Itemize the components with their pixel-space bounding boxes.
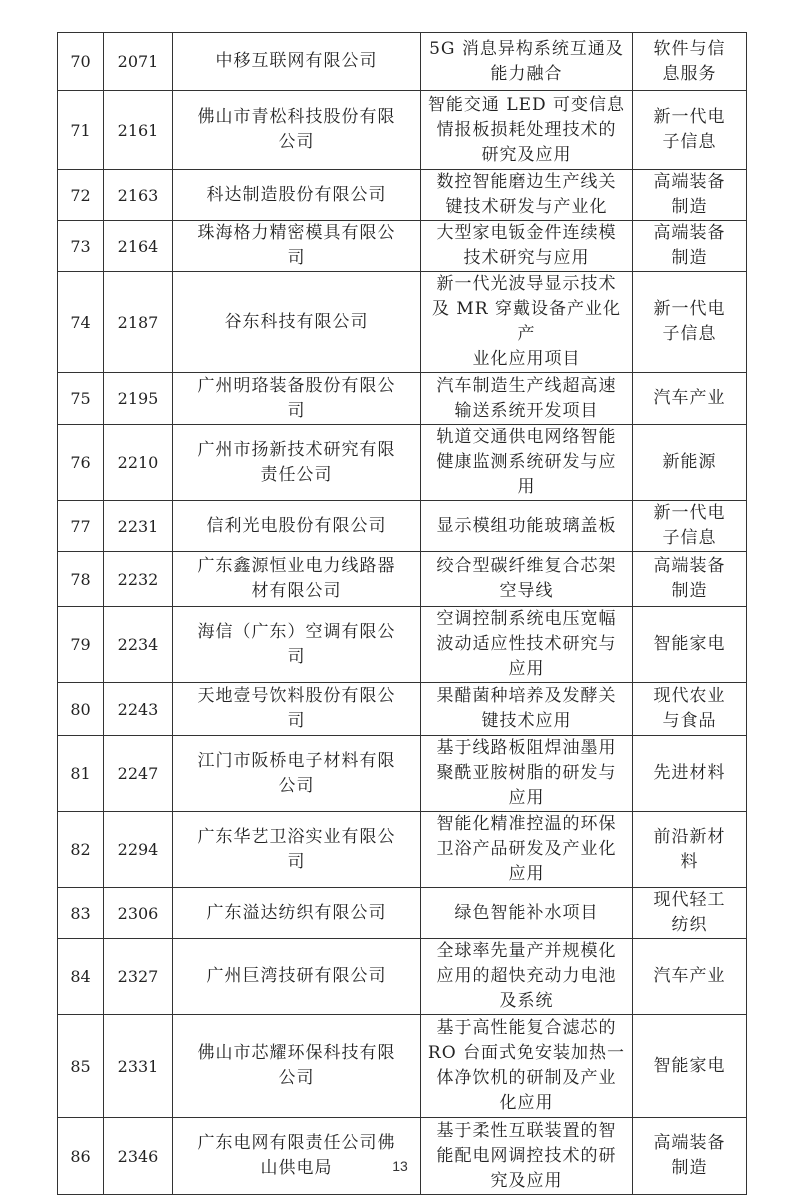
industry-field: 汽车产业: [633, 373, 747, 425]
project-name: 全球率先量产并规模化 应用的超快充动力电池 及系统: [421, 939, 633, 1015]
project-code: 2331: [104, 1015, 173, 1118]
row-number: 75: [58, 373, 104, 425]
row-number: 83: [58, 888, 104, 939]
project-code: 2187: [104, 272, 173, 373]
company-name: 中移互联网有限公司: [173, 33, 421, 91]
company-name: 广东鑫源恒业电力线路器 材有限公司: [173, 552, 421, 607]
company-name: 广州明珞装备股份有限公 司: [173, 373, 421, 425]
project-name: 基于柔性互联装置的智 能配电网调控技术的研 究及应用: [421, 1118, 633, 1195]
project-name: 新一代光波导显示技术 及 MR 穿戴设备产业化产 业化应用项目: [421, 272, 633, 373]
company-name: 科达制造股份有限公司: [173, 170, 421, 221]
row-number: 84: [58, 939, 104, 1015]
industry-field: 高端装备 制造: [633, 170, 747, 221]
project-name: 智能化精准控温的环保 卫浴产品研发及产业化 应用: [421, 812, 633, 888]
company-name: 谷东科技有限公司: [173, 272, 421, 373]
table-row: [58, 939, 747, 1015]
row-number: 79: [58, 607, 104, 683]
company-name: 佛山市青松科技股份有限 公司: [173, 91, 421, 170]
project-name: 基于线路板阻焊油墨用 聚酰亚胺树脂的研发与 应用: [421, 736, 633, 812]
industry-field: 先进材料: [633, 736, 747, 812]
project-code: 2161: [104, 91, 173, 170]
table-row: [58, 272, 747, 373]
project-name: 汽车制造生产线超高速 输送系统开发项目: [421, 373, 633, 425]
project-code: 2164: [104, 221, 173, 272]
project-code: 2294: [104, 812, 173, 888]
project-name: 绿色智能补水项目: [421, 888, 633, 939]
company-name: 广州市扬新技术研究有限 责任公司: [173, 425, 421, 501]
row-number: 86: [58, 1118, 104, 1195]
project-name: 显示模组功能玻璃盖板: [421, 501, 633, 552]
project-code: 2231: [104, 501, 173, 552]
table-row: [58, 1015, 747, 1118]
company-name: 江门市阪桥电子材料有限 公司: [173, 736, 421, 812]
industry-field: 智能家电: [633, 607, 747, 683]
company-name: 信利光电股份有限公司: [173, 501, 421, 552]
industry-field: 现代农业 与食品: [633, 683, 747, 736]
project-name: 大型家电钣金件连续模 技术研究与应用: [421, 221, 633, 272]
industry-field: 高端装备 制造: [633, 221, 747, 272]
project-code: 2327: [104, 939, 173, 1015]
row-number: 74: [58, 272, 104, 373]
table-row: [58, 607, 747, 683]
table-row: [58, 888, 747, 939]
row-number: 85: [58, 1015, 104, 1118]
project-table: [57, 32, 747, 1195]
industry-field: 软件与信 息服务: [633, 33, 747, 91]
industry-field: 新能源: [633, 425, 747, 501]
row-number: 81: [58, 736, 104, 812]
project-name: 空调控制系统电压宽幅 波动适应性技术研究与 应用: [421, 607, 633, 683]
row-number: 70: [58, 33, 104, 91]
industry-field: 前沿新材 料: [633, 812, 747, 888]
project-code: 2071: [104, 33, 173, 91]
row-number: 76: [58, 425, 104, 501]
row-number: 80: [58, 683, 104, 736]
industry-field: 高端装备 制造: [633, 552, 747, 607]
table-row: [58, 425, 747, 501]
row-number: 82: [58, 812, 104, 888]
table-row: [58, 33, 747, 91]
project-code: 2346: [104, 1118, 173, 1195]
project-name: 5G 消息异构系统互通及 能力融合: [421, 33, 633, 91]
project-code: 2234: [104, 607, 173, 683]
company-name: 天地壹号饮料股份有限公 司: [173, 683, 421, 736]
table-row: [58, 552, 747, 607]
industry-field: 高端装备 制造: [633, 1118, 747, 1195]
project-code: 2195: [104, 373, 173, 425]
table-row: [58, 91, 747, 170]
project-name: 数控智能磨边生产线关 键技术研发与产业化: [421, 170, 633, 221]
industry-field: 智能家电: [633, 1015, 747, 1118]
company-name: 广东华艺卫浴实业有限公 司: [173, 812, 421, 888]
row-number: 72: [58, 170, 104, 221]
company-name: 珠海格力精密模具有限公 司: [173, 221, 421, 272]
project-name: 轨道交通供电网络智能 健康监测系统研发与应 用: [421, 425, 633, 501]
project-code: 2232: [104, 552, 173, 607]
project-code: 2243: [104, 683, 173, 736]
company-name: 广东溢达纺织有限公司: [173, 888, 421, 939]
project-code: 2210: [104, 425, 173, 501]
company-name: 海信（广东）空调有限公 司: [173, 607, 421, 683]
industry-field: 新一代电 子信息: [633, 501, 747, 552]
row-number: 78: [58, 552, 104, 607]
table-row: [58, 221, 747, 272]
table-row: [58, 683, 747, 736]
industry-field: 新一代电 子信息: [633, 91, 747, 170]
project-code: 2163: [104, 170, 173, 221]
table-row: [58, 501, 747, 552]
table-row: [58, 170, 747, 221]
industry-field: 现代轻工 纺织: [633, 888, 747, 939]
project-code: 2306: [104, 888, 173, 939]
industry-field: 新一代电 子信息: [633, 272, 747, 373]
company-name: 广东电网有限责任公司佛 山供电局: [173, 1118, 421, 1195]
page-number: 13: [392, 1158, 408, 1174]
table-row: [58, 373, 747, 425]
project-name: 果醋菌种培养及发酵关 键技术应用: [421, 683, 633, 736]
row-number: 71: [58, 91, 104, 170]
industry-field: 汽车产业: [633, 939, 747, 1015]
project-code: 2247: [104, 736, 173, 812]
project-name: 绞合型碳纤维复合芯架 空导线: [421, 552, 633, 607]
project-name: 智能交通 LED 可变信息 情报板损耗处理技术的 研究及应用: [421, 91, 633, 170]
company-name: 广州巨湾技研有限公司: [173, 939, 421, 1015]
table-row: [58, 1118, 747, 1195]
company-name: 佛山市芯耀环保科技有限 公司: [173, 1015, 421, 1118]
table-row: [58, 736, 747, 812]
row-number: 73: [58, 221, 104, 272]
project-name: 基于高性能复合滤芯的 RO 台面式免安装加热一 体净饮机的研制及产业 化应用: [421, 1015, 633, 1118]
table-row: [58, 812, 747, 888]
row-number: 77: [58, 501, 104, 552]
